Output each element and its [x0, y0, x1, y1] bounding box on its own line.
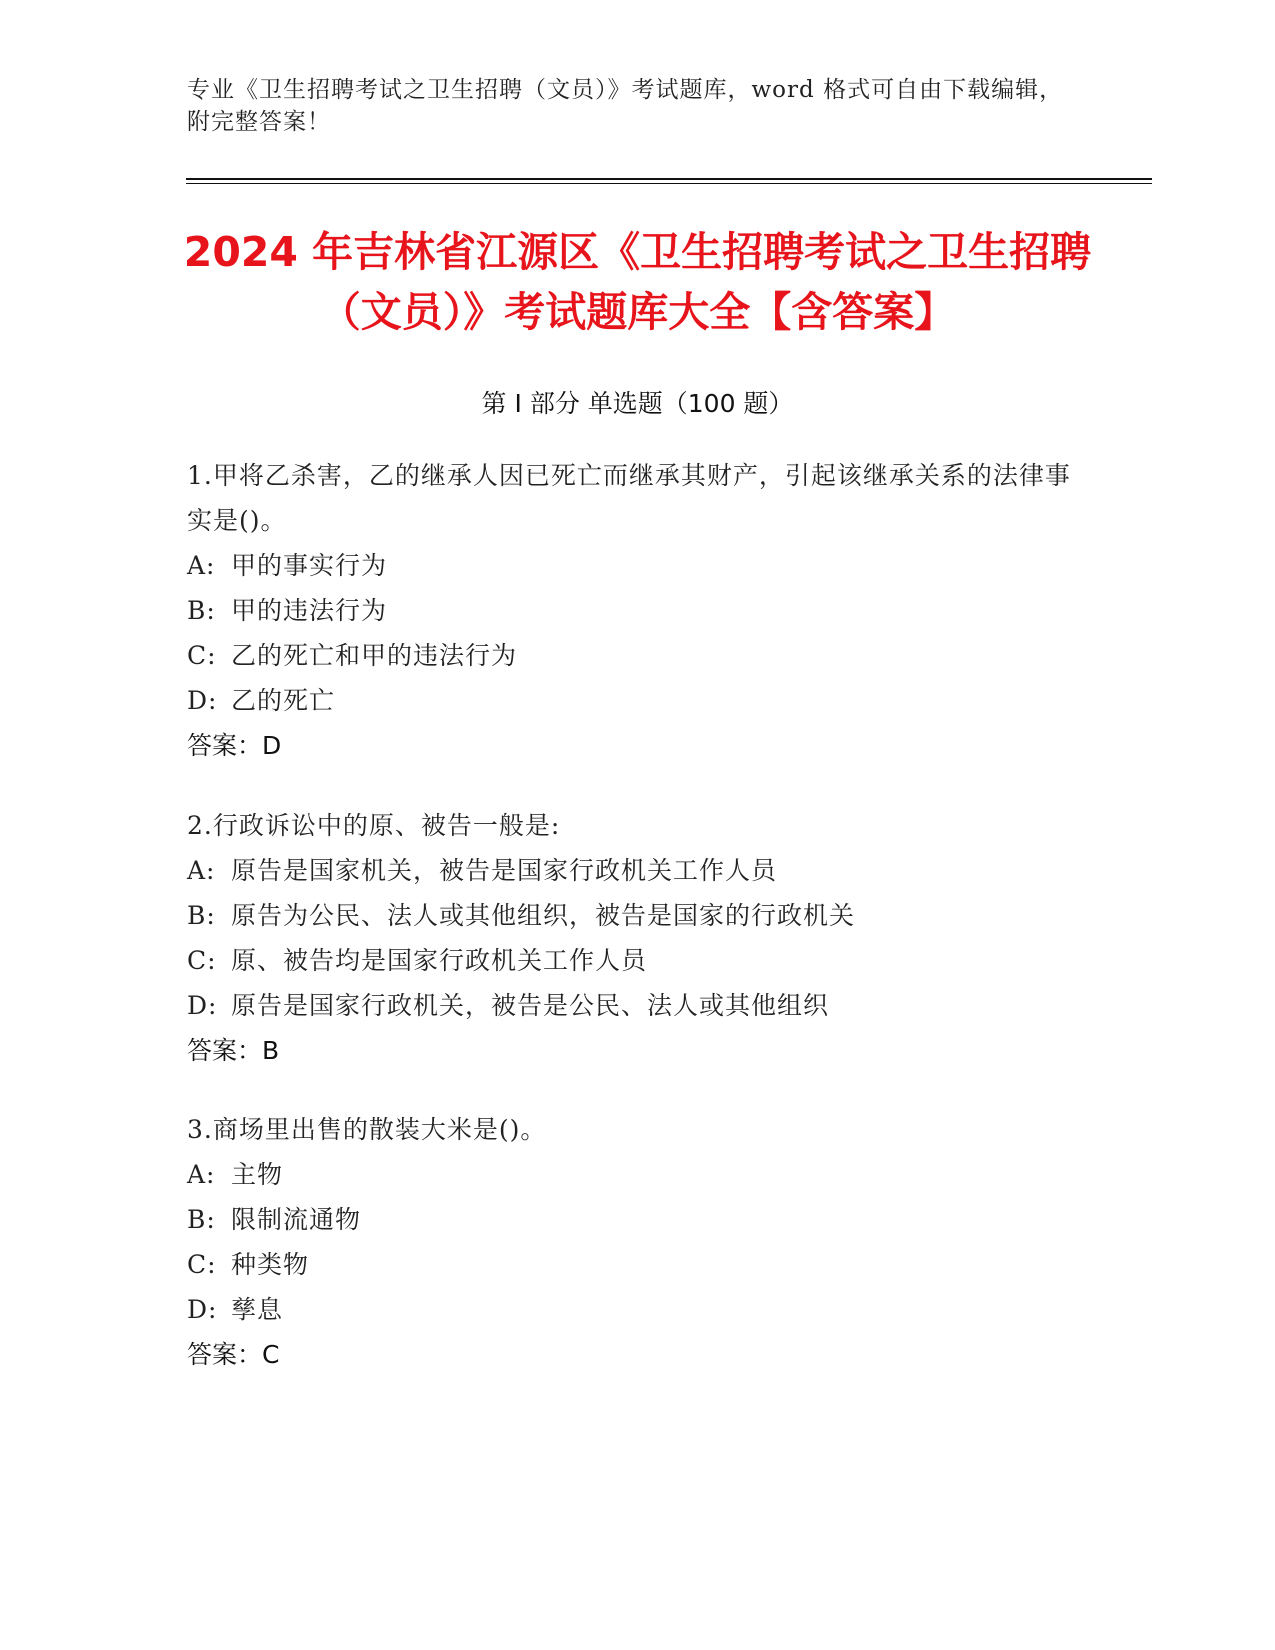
option-letter: D:	[187, 686, 218, 715]
option-d	[187, 983, 1087, 1028]
option-d	[187, 678, 1087, 723]
option-d	[187, 1287, 1087, 1332]
option-text: 原、被告均是国家行政机关工作人员	[231, 946, 648, 975]
option-letter: B:	[187, 901, 216, 930]
option-letter: C:	[187, 1250, 217, 1279]
option-b	[187, 893, 1087, 938]
option-text: 原告是国家行政机关，被告是公民、法人或其他组织	[231, 991, 830, 1020]
section-heading: 第 I 部分 单选题（100 题）	[481, 389, 794, 418]
option-text: 乙的死亡	[231, 686, 336, 715]
option-letter: D:	[187, 991, 218, 1020]
option-c	[187, 633, 1087, 678]
option-text: 主物	[231, 1160, 284, 1189]
option-text: 种类物	[231, 1250, 310, 1279]
option-c	[187, 938, 1087, 983]
document-title: 2024 年吉林省江源区《卫生招聘考试之卫生招聘（文员）》考试题库大全【含答案】	[183, 228, 1092, 336]
option-letter: A:	[187, 551, 216, 580]
option-text: 原告是国家机关，被告是国家行政机关工作人员	[231, 856, 778, 885]
question-stem: 2.行政诉讼中的原、被告一般是:	[187, 811, 561, 840]
option-letter: C:	[187, 946, 217, 975]
option-text: 甲的违法行为	[231, 596, 388, 625]
option-letter: D:	[187, 1295, 218, 1324]
question-stem: 3.商场里出售的散装大米是()。	[187, 1115, 547, 1144]
answer-line: 答案：D	[187, 731, 282, 760]
option-b	[187, 1197, 1087, 1242]
header-note: 专业《卫生招聘考试之卫生招聘（文员）》考试题库，word 格式可自由下载编辑，附完整答案！	[187, 77, 1064, 135]
option-text: 限制流通物	[231, 1205, 362, 1234]
answer-line: 答案：B	[187, 1036, 280, 1065]
option-letter: A:	[187, 856, 216, 885]
option-text: 孳息	[231, 1295, 284, 1324]
option-a	[187, 1152, 1087, 1197]
option-text: 甲的事实行为	[231, 551, 388, 580]
question-2	[187, 803, 1087, 1073]
option-a	[187, 848, 1087, 893]
option-letter: B:	[187, 1205, 216, 1234]
option-a	[187, 543, 1087, 588]
header-divider-thin	[186, 183, 1152, 184]
question-stem: 1.甲将乙杀害，乙的继承人因已死亡而继承其财产，引起该继承关系的法律事实是()。	[187, 461, 1071, 535]
option-text: 原告为公民、法人或其他组织，被告是国家的行政机关	[231, 901, 856, 930]
option-text: 乙的死亡和甲的违法行为	[231, 641, 518, 670]
answer-line: 答案：C	[187, 1340, 280, 1369]
option-letter: B:	[187, 596, 216, 625]
header-divider-thick	[186, 178, 1152, 180]
question-1	[187, 453, 1087, 768]
question-3	[187, 1107, 1087, 1377]
option-letter: C:	[187, 641, 217, 670]
option-c	[187, 1242, 1087, 1287]
option-letter: A:	[187, 1160, 216, 1189]
option-b	[187, 588, 1087, 633]
